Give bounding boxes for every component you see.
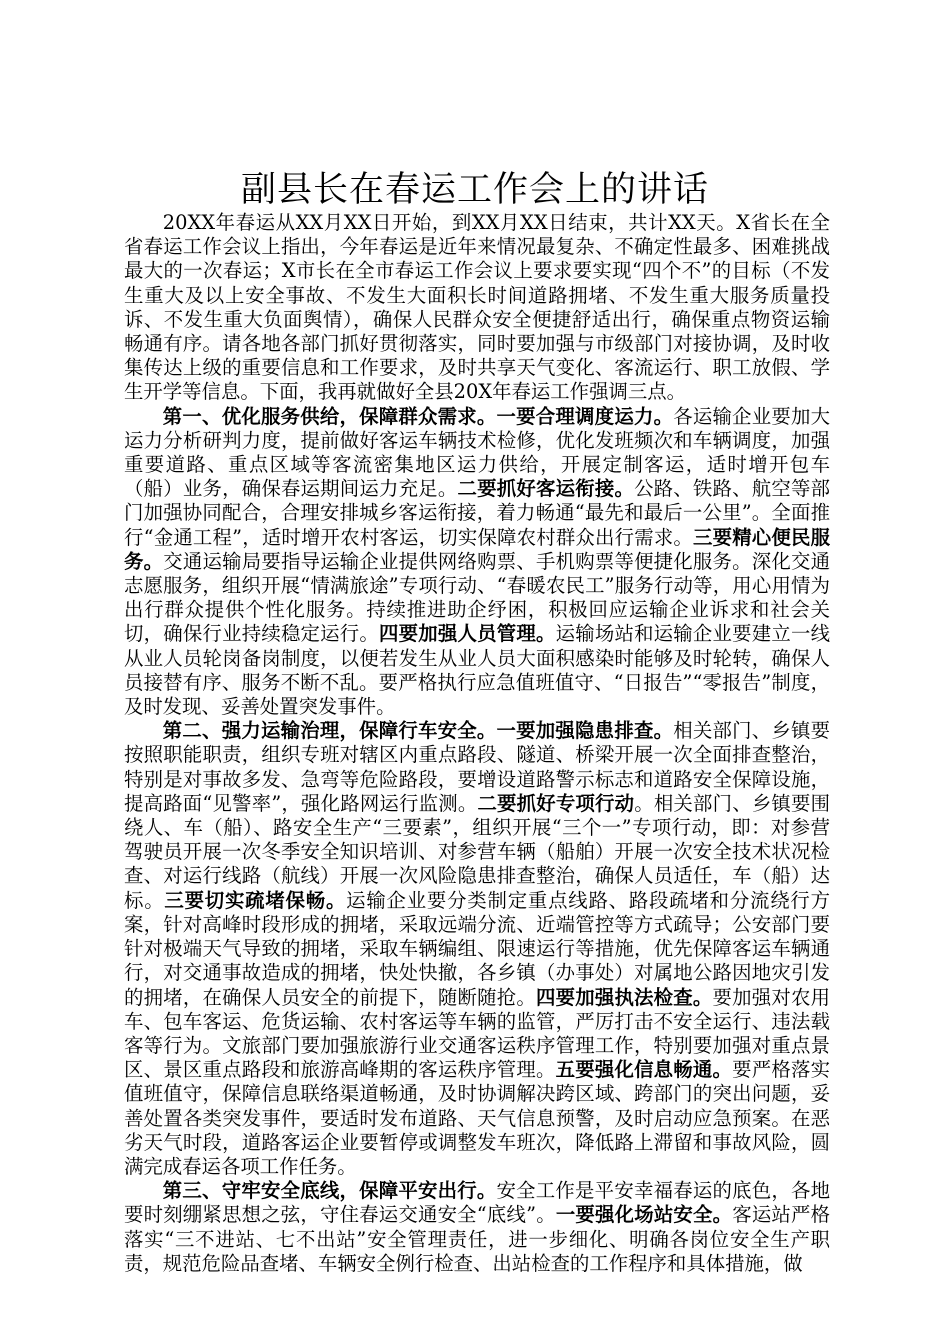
section-3-heading: 第三、守牢安全底线，保障平安出行。 [162, 1179, 497, 1203]
section-2-point-2-heading: 二要抓好专项行动 [477, 791, 635, 815]
section-3-intro-text: 安全工作是平安幸福春运的底色，各地要时刻绷紧思想之弦，守住春运交通安全“底线”。 [124, 1179, 831, 1227]
section-1-point-4-text: 运输场站和运输企业要建立一线从业人员轮岗备岗制度，以便若发生从业人员大面积感染时能够及时轮转，确保人员接替有序、服务不断不乱。要严格执行应急值班值守、“日报告”“零报告”制度，及时发现、妥善处置突发事件。 [124, 622, 831, 719]
section-1-point-3-text: 交通运输局要指导运输企业提供网络购票、手机购票等便捷化服务。深化交通志愿服务，组织开展“情满旅途”专项行动、“春暖农民工”服务行动等，用心用情为出行群众提供个性化服务。持续推进助企纾困，积极回应运输企业诉求和社会关切，确保行业持续稳定运行。 [124, 549, 831, 646]
section-2-point-5-heading: 五要强化信息畅通。 [555, 1058, 733, 1082]
section-2-point-2-text: 。相关部门、乡镇要围绕人、车（船）、路安全生产“三要素”，组织开展“三个一”专项行动，即：对参营驾驶员开展一次冬季安全知识培训、对参营车辆（船舶）开展一次安全技术状况检查、对运行线路（航线）开展一次风险隐患排查整治，确保人员适任，车（船）达标。 [124, 791, 831, 912]
section-1-point-1-heading: 一要合理调度运力。 [496, 404, 674, 428]
section-1-point-4-heading: 四要加强人员管理。 [379, 622, 556, 646]
section-2-point-1-heading: 一要加强隐患排查。 [496, 719, 674, 743]
section-2-point-4-heading: 四要加强执法检查。 [535, 985, 713, 1009]
section-2-paragraph [124, 719, 830, 1179]
section-2-point-5-text: 要严格落实值班值守，保障信息联络渠道畅通，及时协调解决跨区域、跨部门的突出问题，妥善处置各类突发事件，要适时发布道路、天气信息预警，及时启动应急预案。在恶劣天气时段，道路客运企业要暂停或调整发车班次，降低路上滞留和事故风险，圆满完成春运各项工作任务。 [124, 1058, 831, 1178]
section-3-point-1-text: 客运站严格落实“三不进站、七不出站”安全管理责任，进一步细化、明确各岗位安全生产职责，规范危险品查堵、车辆安全例行检查、出站检查的工作程序和具体措施，做 [124, 1203, 831, 1275]
section-3-paragraph [124, 1179, 830, 1276]
section-2-point-3-text: 运输企业要分类制定重点线路、路段疏堵和分流绕行方案，针对高峰时段形成的拥堵，采取远端分流、近端管控等方式疏导；公安部门要针对极端天气导致的拥堵，采取车辆编组、限速运行等措施，优先保障客运车辆通行，对交通事故造成的拥堵，快处快撤，各乡镇（办事处）对属地公路因地灾引发的拥堵，在确保人员安全的前提下，随断随抢。 [124, 888, 831, 1009]
intro-paragraph: 20XX年春运从XX月XX日开始，到XX月XX日结束，共计XX天。X省长在全省春运工作会议上指出，今年春运是近年来情况最复杂、不确定性最多、困难挑战最大的一次春运；X市长在全市春运工作会议上要求要实现“四个不”的目标（不发生重大及以上安全事故、不发生大面积长时间道路拥堵、不发生重大服务质量投诉、不发生重大负面舆情），确保人民群众安全便捷舒适出行，确保重点物资运输畅通有序。请各地各部门抓好贯彻落实，同时要加强与市级部门对接协调，及时收集传达上级的重要信息和工作要求，及时共享天气变化、客流运行、职工放假、学生开学等信息。下面，我再就做好全县20X年春运工作强调三点。 [124, 211, 830, 404]
section-2-point-1-text: 相关部门、乡镇要按照职能职责，组织专班对辖区内重点路段、隧道、桥梁开展一次全面排查整治，特别是对事故多发、急弯等危险路段，要增设道路警示标志和道路安全保障设施，提高路面“见警率”，强化路网运行监测。 [124, 719, 831, 815]
section-2-point-4-text: 要加强对农用车、包车客运、危货运输、农村客运等车辆的监管，严厉打击不安全运行、违法载客等行为。文旅部门要加强旅游行业交通客运秩序管理工作，特别要加强对重点景区、景区重点路段和旅游高峰期的客运秩序管理。 [124, 985, 831, 1082]
section-2-point-3-heading: 三要切实疏堵保畅。 [164, 888, 347, 912]
document-body [124, 211, 830, 1276]
section-1-paragraph [124, 405, 830, 720]
section-1-heading: 第一、优化服务供给，保障群众需求。 [162, 404, 497, 428]
section-3-point-1-heading: 一要强化场站安全。 [555, 1203, 733, 1227]
section-1-point-1-text: 各运输企业要加大运力分析研判力度，提前做好客运车辆技术检修，优化发班频次和车辆调度，加强重要道路、重点区域等客流密集地区运力供给，开展定制客运，适时增开包车（船）业务，确保春运期间运力充足。 [124, 404, 831, 501]
section-1-point-2-heading: 二要抓好客运衔接。 [457, 477, 635, 501]
section-1-point-2-text: 公路、铁路、航空等部门加强协同配合，合理安排城乡客运衔接，着力畅通“最先和最后一公里”。全面推行“金通工程”，适时增开农村客运，切实保障农村群众出行需求。 [124, 477, 831, 549]
section-1-point-3-heading: 三要精心便民服务。 [124, 525, 830, 573]
document-title: 副县长在春运工作会上的讲话 [240, 170, 709, 210]
section-2-heading: 第二、强力运输治理，保障行车安全。 [162, 719, 497, 743]
